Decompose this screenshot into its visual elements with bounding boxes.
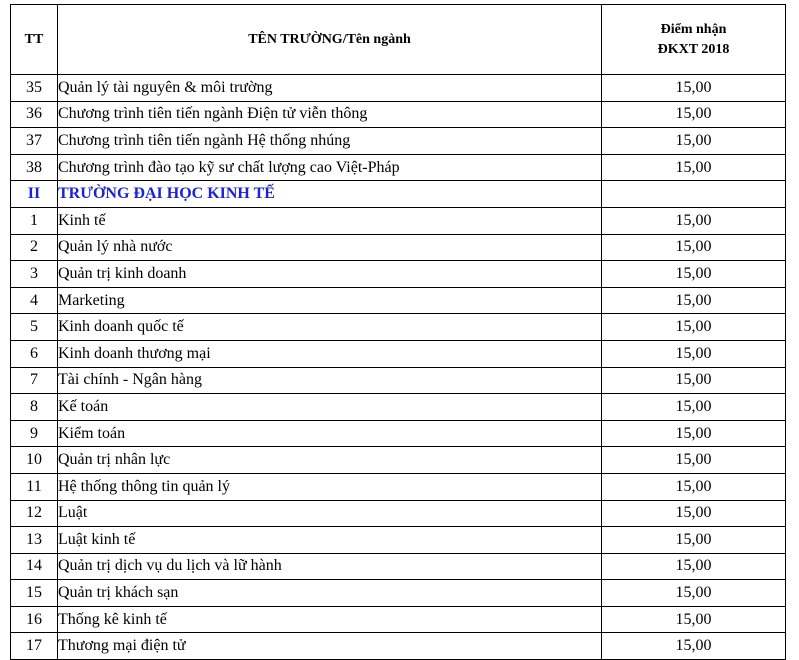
row-number: 38 [11,154,58,181]
row-score: 15,00 [602,580,786,607]
table-row [11,553,786,580]
row-number: 16 [11,606,58,633]
row-name: Kiểm toán [58,420,602,447]
row-name: Marketing [58,287,602,314]
row-number: 35 [11,75,58,102]
row-number: 11 [11,473,58,500]
row-score: 15,00 [602,128,786,155]
header-name: TÊN TRƯỜNG/Tên ngành [58,5,602,75]
table-row [11,128,786,155]
row-name: Quản lý tài nguyên & môi trường [58,75,602,102]
row-score: 15,00 [602,75,786,102]
row-name: Hệ thống thông tin quản lý [58,473,602,500]
table-row [11,420,786,447]
table-row [11,75,786,102]
row-name: Chương trình tiên tiến ngành Hệ thống nhúng [58,128,602,155]
row-score: 15,00 [602,500,786,527]
row-name: Quản trị kinh doanh [58,261,602,288]
row-score: 15,00 [602,394,786,421]
row-name: Kế toán [58,394,602,421]
row-name: Chương trình đào tạo kỹ sư chất lượng cao Việt-Pháp [58,154,602,181]
row-name: Chương trình tiên tiến ngành Điện tử viễn thông [58,101,602,128]
table-row [11,314,786,341]
row-number: 6 [11,340,58,367]
row-score: 15,00 [602,234,786,261]
row-name: Luật kinh tế [58,527,602,554]
row-score: 15,00 [602,207,786,234]
row-number: 1 [11,207,58,234]
table-row [11,287,786,314]
row-number: 3 [11,261,58,288]
header-row [11,5,786,75]
row-name: TRƯỜNG ĐẠI HỌC KINH TẾ [58,181,602,208]
table-row [11,367,786,394]
row-number: 4 [11,287,58,314]
row-name: Quản trị nhân lực [58,447,602,474]
row-score: 15,00 [602,340,786,367]
row-score: 15,00 [602,101,786,128]
table-row [11,447,786,474]
row-number: 37 [11,128,58,155]
row-number: 13 [11,527,58,554]
row-name: Quản trị khách sạn [58,580,602,607]
table-row [11,394,786,421]
table-row [11,527,786,554]
table-row [11,606,786,633]
table-row [11,207,786,234]
row-name: Kinh tế [58,207,602,234]
row-number: 36 [11,101,58,128]
table-row [11,101,786,128]
row-number: 17 [11,633,58,660]
table-row [11,154,786,181]
table-row [11,234,786,261]
table-body [11,75,786,660]
row-number: 2 [11,234,58,261]
header-score-line2: ĐKXT 2018 [657,41,730,57]
row-number: 15 [11,580,58,607]
row-score: 15,00 [602,553,786,580]
row-score: 15,00 [602,367,786,394]
row-number: 9 [11,420,58,447]
row-score [602,181,786,208]
row-name: Quản trị dịch vụ du lịch và lữ hành [58,553,602,580]
row-number: 14 [11,553,58,580]
row-score: 15,00 [602,314,786,341]
row-name: Quản lý nhà nước [58,234,602,261]
row-number: 5 [11,314,58,341]
table-row [11,580,786,607]
table-row [11,261,786,288]
section-row [11,181,786,208]
table-row [11,500,786,527]
row-name: Thương mại điện tử [58,633,602,660]
row-score: 15,00 [602,473,786,500]
row-score: 15,00 [602,261,786,288]
row-number: 8 [11,394,58,421]
row-name: Thống kê kinh tế [58,606,602,633]
row-name: Luật [58,500,602,527]
header-score-line1: Điểm nhận [660,21,727,37]
row-score: 15,00 [602,606,786,633]
header-score [602,5,786,75]
row-number: 12 [11,500,58,527]
row-score: 15,00 [602,447,786,474]
admission-score-table [10,4,786,660]
row-score: 15,00 [602,154,786,181]
table-row [11,340,786,367]
table-header [11,5,786,75]
table-row [11,633,786,660]
table-row [11,473,786,500]
row-number: 10 [11,447,58,474]
row-score: 15,00 [602,287,786,314]
row-name: Kinh doanh thương mại [58,340,602,367]
row-number: II [11,181,58,208]
row-name: Kinh doanh quốc tế [58,314,602,341]
row-score: 15,00 [602,633,786,660]
row-score: 15,00 [602,420,786,447]
row-score: 15,00 [602,527,786,554]
row-name: Tài chính - Ngân hàng [58,367,602,394]
header-tt: TT [11,5,58,75]
row-number: 7 [11,367,58,394]
